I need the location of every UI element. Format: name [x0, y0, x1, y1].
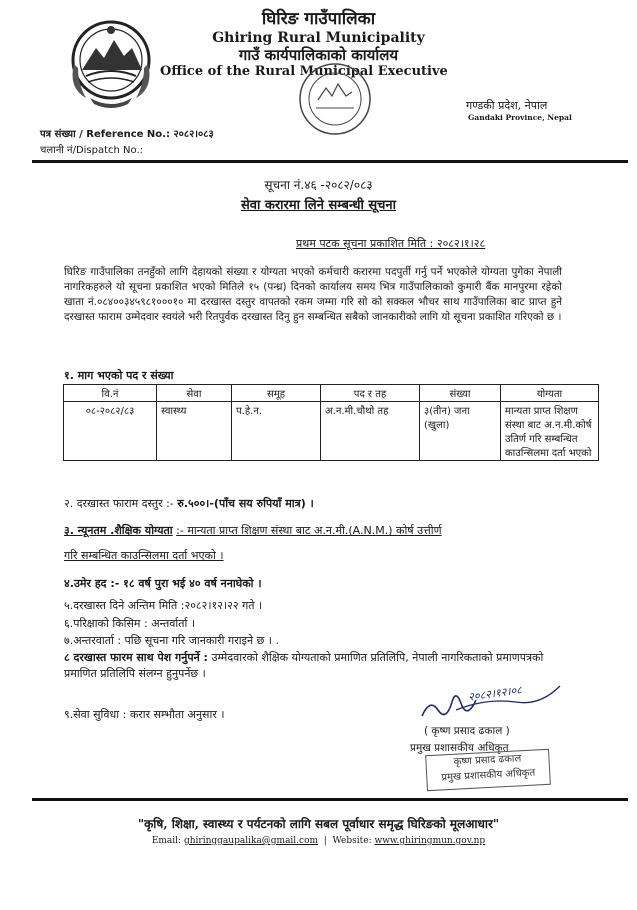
- signature-date: २०८२।१२।०८: [467, 683, 523, 704]
- notice-body: घिरिङ गाउँपालिका तनहुँको लागि देहायको संख्या र योग्यता भएको कर्मचारी करारमा पदपुर्ती गर्नु पर्ने भएकोले योग्यता पुगेका नेपाली नागरिकहरुले यो सूचना प्रकाशित भएको मितिले १५ (पन्ध्र) दिनको कार्यालय समय भित्र गाउँपालिकाको कुमारी बैंक मानपुरमा रहेको खाता नं.०८४००३४५९८१०००१० मा दरखास्त दस्तुर वापतको रकम जम्मा गरि सो को सक्कल भौचर साथ गाउँपालिका बाट प्राप्त हुने दरखास्त फाराम उम्मेदवार स्वयंले भरी रितपुर्वक दरखास्त दिनु हुन सम्बन्धित सबैको जानकारीको लागि यो सूचना प्रकाशित गरिएको छ ।: [64, 266, 562, 324]
- signatory-title: प्रमुख प्रशासकीय अधिकृत: [410, 742, 509, 754]
- notice-title-text: सेवा करारमा लिने सम्बन्धी सूचना: [240, 198, 397, 213]
- municipality-name-english: Ghiring Rural Municipality: [212, 30, 425, 46]
- fee-value: रु.५००।-(पाँच सय रुपियाँ मात्र) ।: [177, 497, 314, 510]
- dispatch-number: चलानी नं/Dispatch No.:: [40, 145, 144, 156]
- stamp-line-1: कृष्ण प्रसाद ढकाल: [453, 753, 522, 768]
- notice-number: सूचना नं.४६ -२०८२/०८३: [264, 178, 373, 192]
- cell-group: प.हे.न.: [232, 402, 321, 461]
- item-exam-type: ६.परिक्षाको किसिम : अन्तर्वार्ता ।: [64, 617, 196, 630]
- item-education: [64, 523, 574, 538]
- education-label: ३. न्यूनतम .शैक्षिक योग्यता: [64, 524, 173, 537]
- header-divider: [32, 160, 628, 163]
- cell-post: अ.न.मी.चौथो तह: [321, 402, 420, 461]
- province-nepali: गण्डकी प्रदेश, नेपाल: [466, 99, 548, 112]
- table-row: [64, 402, 599, 461]
- office-name-nepali: गाउँ कार्यपालिकाको कार्यालय: [238, 46, 399, 64]
- cell-count: ३(तीन) जना (खुला): [420, 402, 501, 461]
- cell-service: स्वास्थ्य: [157, 402, 232, 461]
- education-value-1: :- मान्यता प्राप्त शिक्षण संस्था बाट अ.न.मी.(A.N.M.) कोर्ष उत्तीर्ण: [176, 524, 442, 537]
- table-header-row: [64, 385, 599, 402]
- item-age: ४.उमेर हद :- १८ वर्ष पुरा भई ४० वर्ष ननाघेको ।: [64, 577, 262, 590]
- item-documents: [64, 650, 574, 682]
- reference-label: पत्र संख्या / Reference No.:: [40, 129, 170, 140]
- website-label: Website:: [332, 836, 372, 846]
- item-fee: [64, 496, 314, 511]
- posts-table: [63, 384, 599, 461]
- notice-title: [0, 195, 637, 213]
- col-qualification: योग्यता: [501, 385, 599, 402]
- email-label: Email:: [151, 836, 182, 846]
- col-group: समूह: [232, 385, 321, 402]
- col-post: पद र तह: [321, 385, 420, 402]
- item-facility: ९.सेवा सुविधा : करार सम्भौता अनुसार ।: [64, 708, 225, 721]
- email-link[interactable]: ghiringgaupalika@gmail.com: [183, 836, 319, 846]
- item-deadline: ५.दरखास्त दिने अन्तिम मिति :२०८२।१२।२२ गते ।: [64, 599, 263, 612]
- office-seal: [296, 60, 374, 138]
- col-service: सेवा: [157, 385, 232, 402]
- office-name-english: Office of the Rural Municipal Executive: [160, 64, 448, 79]
- municipality-name-nepali: घिरिङ गाउँपालिका: [261, 9, 376, 29]
- education-value-2: गरि सम्बन्धित काउन्सिलमा दर्ता भएको ।: [64, 549, 224, 562]
- footer-divider: [32, 798, 628, 801]
- cell-qualification: मान्यता प्राप्त शिक्षण संस्था बाट अ.न.मी.कोर्ष उतिर्ण गरि सम्बन्धित काउन्सिलमा दर्ता भएको: [501, 402, 599, 461]
- documents-label: ८ दरखास्त फारम साथ पेश गर्नुपर्ने :: [64, 651, 208, 664]
- publish-date-text: प्रथम पटक सूचना प्रकाशित मिति : २०८२।१।२८: [296, 237, 486, 250]
- website-link[interactable]: www.ghiringmun.gov.np: [374, 836, 486, 846]
- signatory-name: ( कृष्ण प्रसाद ढकाल ): [424, 725, 510, 737]
- section-posts-heading: १. माग भएको पद र संख्या: [64, 369, 174, 382]
- province-english: Gandaki Province, Nepal: [468, 113, 572, 122]
- item-education-cont: [64, 548, 224, 563]
- signatory-stamp: [425, 749, 551, 791]
- cell-sn: ०८-२०८२/८३: [64, 402, 157, 461]
- reference-value: २०८२।०८३: [173, 129, 214, 140]
- publish-date: [296, 236, 485, 251]
- col-count: संख्या: [420, 385, 501, 402]
- fee-label: २. दरखास्त फाराम दस्तुर :-: [64, 497, 174, 510]
- col-sn: वि.नं: [64, 385, 157, 402]
- footer-slogan: "कृषि, शिक्षा, स्वास्थ्य र पर्यटनको लागि सबल पूर्वाधार समृद्ध घिरिङको मूलआधार": [137, 817, 500, 831]
- item-interview: ७.अन्तरवार्ता : पछि सूचना गरि जानकारी गराइने छ । .: [64, 634, 279, 647]
- reference-number: [40, 126, 214, 140]
- stamp-line-2: प्रमुख प्रशासकीय अधिकृत: [441, 767, 536, 784]
- documents-value: उम्मेदवारको शैक्षिक योग्यताको प्रमाणित प्रतिलिपि, नेपाली नागरिकताको प्रमाणपत्रको प्रमाणित प्रतिलिपि संलग्न हुनुपर्नेछ ।: [64, 651, 544, 680]
- footer-contact: Email: ghiringgaupalika@gmail.com | Website: www.ghiringmun.gov.np: [151, 836, 486, 846]
